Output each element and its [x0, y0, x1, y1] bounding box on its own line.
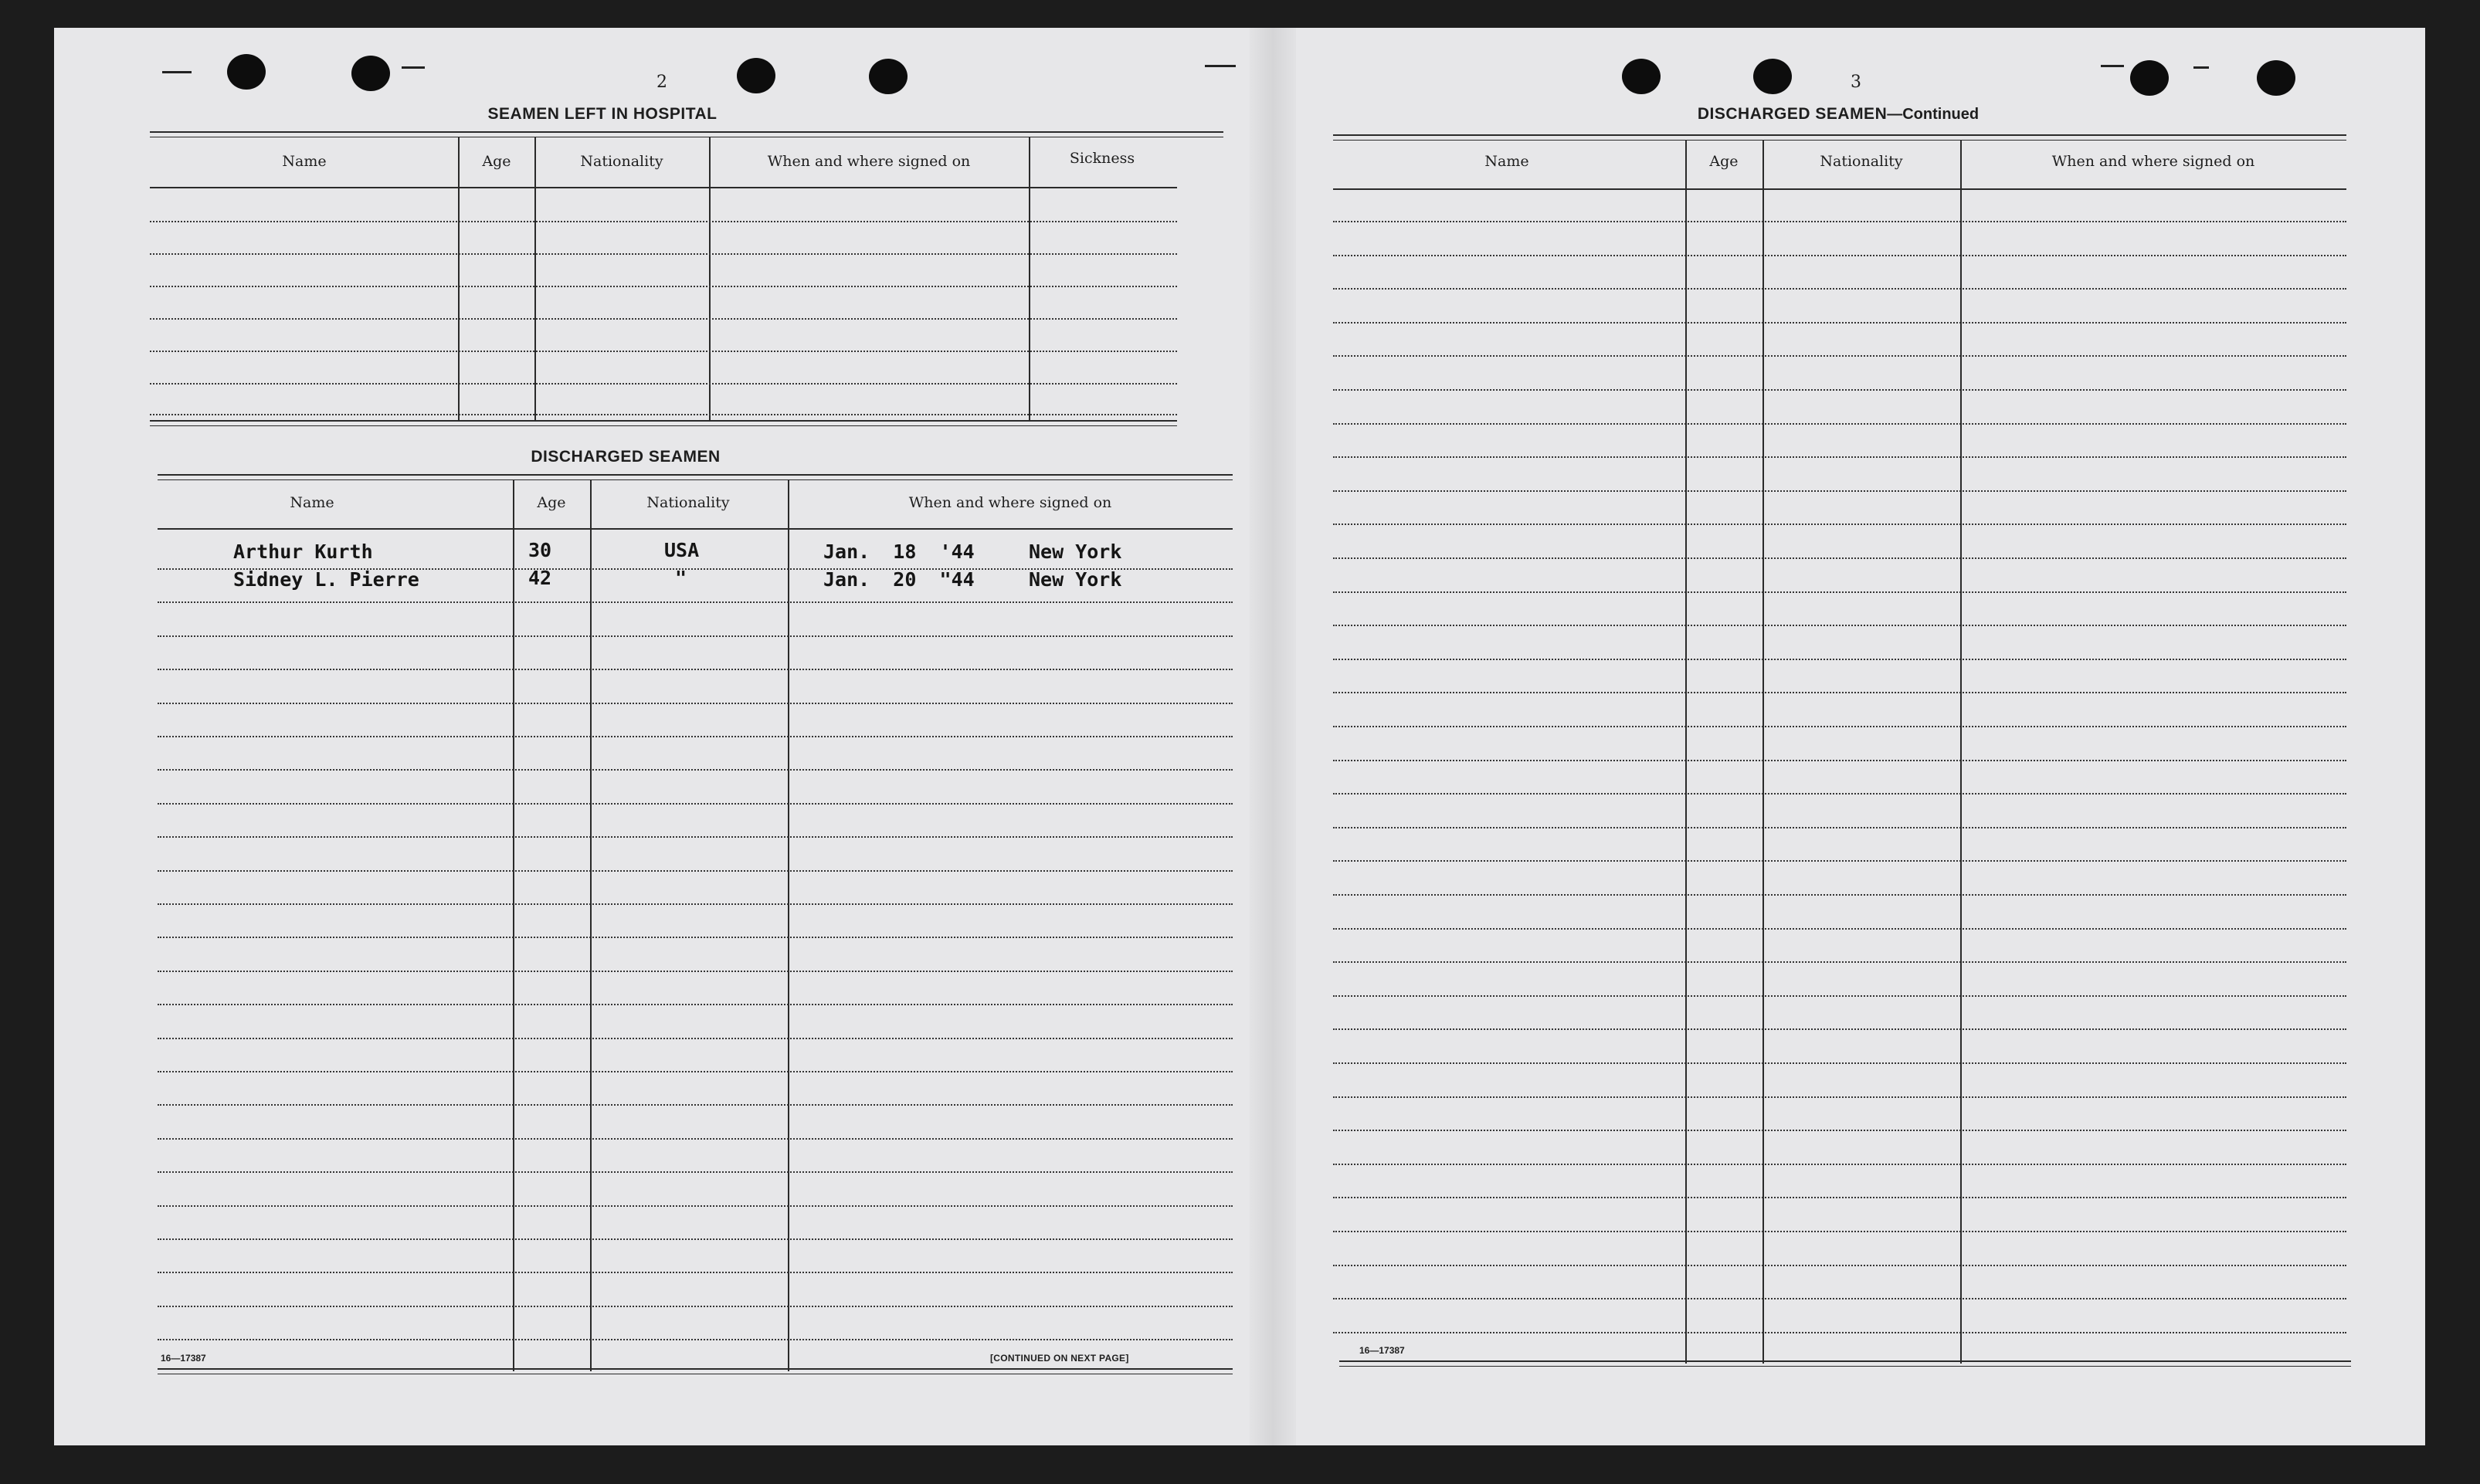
ledger-row-line [158, 736, 1233, 737]
ledger-row-line [158, 601, 1233, 603]
hospital-row-line [150, 253, 1177, 255]
ledger-row-line [158, 1104, 1233, 1106]
hospital-divider [1029, 137, 1030, 422]
ledger-row-line [158, 1171, 1233, 1173]
entry-nationality: " [675, 567, 687, 589]
discharged-header-rule [158, 528, 1233, 530]
hospital-col-signed-on: When and where signed on [767, 153, 971, 170]
ledger-row-line [1333, 1265, 2346, 1266]
entry-nationality: USA [664, 539, 700, 561]
scan-speck [402, 66, 425, 69]
ledger-row-line [1333, 490, 2346, 492]
ledger-row-line [158, 635, 1233, 637]
ledger-row-line [158, 1272, 1233, 1273]
right-divider [1762, 141, 1764, 1364]
punch-hole [227, 54, 266, 90]
punch-hole [2257, 60, 2295, 96]
ledger-row-line [1333, 1028, 2346, 1030]
entry-date: Jan. 20 "44 [823, 568, 975, 591]
ledger-row-line [158, 836, 1233, 838]
right-header-rule [1333, 188, 2346, 190]
hospital-row-line [150, 383, 1177, 385]
right-bottom-rule [1339, 1360, 2351, 1367]
hospital-divider [458, 137, 460, 422]
ledger-row-line [158, 903, 1233, 905]
ledger-row-line [1333, 221, 2346, 222]
hospital-row-line [150, 221, 1177, 222]
hospital-top-rule [150, 131, 1223, 137]
punch-hole [869, 59, 908, 94]
ledger-row-line [158, 971, 1233, 972]
form-number-left: 16—17387 [161, 1353, 206, 1364]
discharged-col-nationality: Nationality [646, 494, 730, 511]
scan-speck [2193, 66, 2209, 69]
ledger-row-line [1333, 1164, 2346, 1165]
ledger-row-line [158, 1339, 1233, 1340]
ledger-row-line [158, 1004, 1233, 1005]
form-number-right: 16—17387 [1359, 1345, 1405, 1356]
punch-hole [2130, 60, 2169, 96]
ledger-row-line [158, 703, 1233, 704]
discharged-col-name: Name [290, 494, 334, 511]
ledger-row-line [158, 1306, 1233, 1307]
ledger-row-line [1333, 355, 2346, 357]
page-number-left: 2 [656, 73, 667, 92]
ledger-spread [54, 28, 2425, 1445]
hospital-col-sickness: Sickness [1069, 150, 1135, 167]
hospital-row-line [150, 286, 1177, 287]
scan-speck [162, 71, 192, 73]
ledger-row-line [158, 1238, 1233, 1240]
right-divider [1685, 141, 1687, 1364]
ledger-row-line [1333, 827, 2346, 828]
scan-speck [2101, 65, 2124, 67]
ledger-row-line [1333, 423, 2346, 425]
continued-note: [CONTINUED ON NEXT PAGE] [990, 1353, 1129, 1364]
discharged-col-signed-on: When and where signed on [908, 494, 1112, 511]
hospital-row-line [150, 351, 1177, 352]
discharged-top-rule [158, 474, 1233, 480]
scan-speck [1205, 65, 1236, 67]
entry-name: Arthur Kurth [233, 540, 373, 563]
entry-date: Jan. 18 '44 [823, 540, 975, 563]
hospital-row-line [150, 318, 1177, 320]
right-col-age: Age [1709, 153, 1739, 170]
ledger-row-line [1333, 995, 2346, 997]
ledger-row-line [1333, 523, 2346, 525]
ledger-row-line [1333, 255, 2346, 256]
ledger-row-line [1333, 1298, 2346, 1299]
hospital-divider [534, 137, 536, 422]
ledger-row-line [1333, 860, 2346, 862]
hospital-header-rule [150, 187, 1177, 188]
hospital-col-nationality: Nationality [580, 153, 663, 170]
ledger-row-line [1333, 793, 2346, 795]
ledger-row-line [1333, 894, 2346, 896]
ledger-row-line [1333, 1062, 2346, 1064]
ledger-row-line [158, 1038, 1233, 1039]
ledger-row-line [1333, 1231, 2346, 1232]
hospital-divider [709, 137, 711, 422]
ledger-row-line [158, 1138, 1233, 1140]
right-col-name: Name [1484, 153, 1529, 170]
punch-hole [1753, 59, 1792, 94]
ledger-row-line [1333, 659, 2346, 660]
ledger-row-line [1333, 1130, 2346, 1131]
ledger-row-line [158, 1071, 1233, 1072]
right-top-rule [1333, 134, 2346, 141]
entry-name: Sidney L. Pierre [233, 568, 419, 591]
punch-hole [1622, 59, 1661, 94]
ledger-row-line [1333, 692, 2346, 693]
hospital-section-title: SEAMEN LEFT IN HOSPITAL [487, 105, 718, 123]
hospital-row-line [150, 414, 1177, 415]
hospital-col-age: Age [482, 153, 511, 170]
ledger-row-line [1333, 726, 2346, 727]
ledger-row-line [1333, 625, 2346, 626]
ledger-row-line [1333, 288, 2346, 290]
discharged-col-age: Age [537, 494, 566, 511]
ledger-row-line [158, 870, 1233, 872]
right-section-title [1606, 105, 2070, 124]
ledger-row-line [1333, 557, 2346, 559]
entry-place: New York [1029, 540, 1122, 563]
ledger-row-line [1333, 322, 2346, 324]
discharged-divider [590, 480, 592, 1371]
ledger-row-line [158, 937, 1233, 938]
right-title-suffix: —Continued [1887, 106, 1980, 123]
right-col-nationality: Nationality [1820, 153, 1903, 170]
ledger-row-line [1333, 389, 2346, 391]
ledger-row-line [1333, 1096, 2346, 1098]
ledger-row-line [1333, 591, 2346, 593]
ledger-row-line [158, 803, 1233, 805]
ledger-row-line [158, 1205, 1233, 1207]
page-gutter [1250, 28, 1296, 1445]
ledger-row-line [1333, 760, 2346, 761]
ledger-row-line [1333, 961, 2346, 963]
page-number-right: 3 [1851, 73, 1861, 92]
entry-place: New York [1029, 568, 1122, 591]
ledger-row-line [158, 669, 1233, 670]
ledger-row-line [1333, 1197, 2346, 1198]
right-title-main: DISCHARGED SEAMEN [1697, 105, 1888, 123]
discharged-section-title: DISCHARGED SEAMEN [531, 448, 721, 466]
punch-hole [737, 58, 775, 93]
right-col-signed-on: When and where signed on [2051, 153, 2255, 170]
right-divider [1960, 141, 1962, 1364]
entry-age: 42 [528, 567, 552, 589]
ledger-row-line [1333, 456, 2346, 458]
hospital-col-name: Name [282, 153, 327, 170]
punch-hole [351, 56, 390, 91]
discharged-divider [788, 480, 789, 1371]
ledger-row-line [1333, 928, 2346, 930]
discharged-divider [513, 480, 514, 1371]
ledger-row-line [158, 568, 1233, 570]
entry-age: 30 [528, 539, 552, 561]
hospital-bottom-rule [150, 420, 1177, 426]
ledger-row-line [158, 769, 1233, 771]
ledger-row-line [1333, 1332, 2346, 1333]
discharged-bottom-rule [158, 1368, 1233, 1374]
